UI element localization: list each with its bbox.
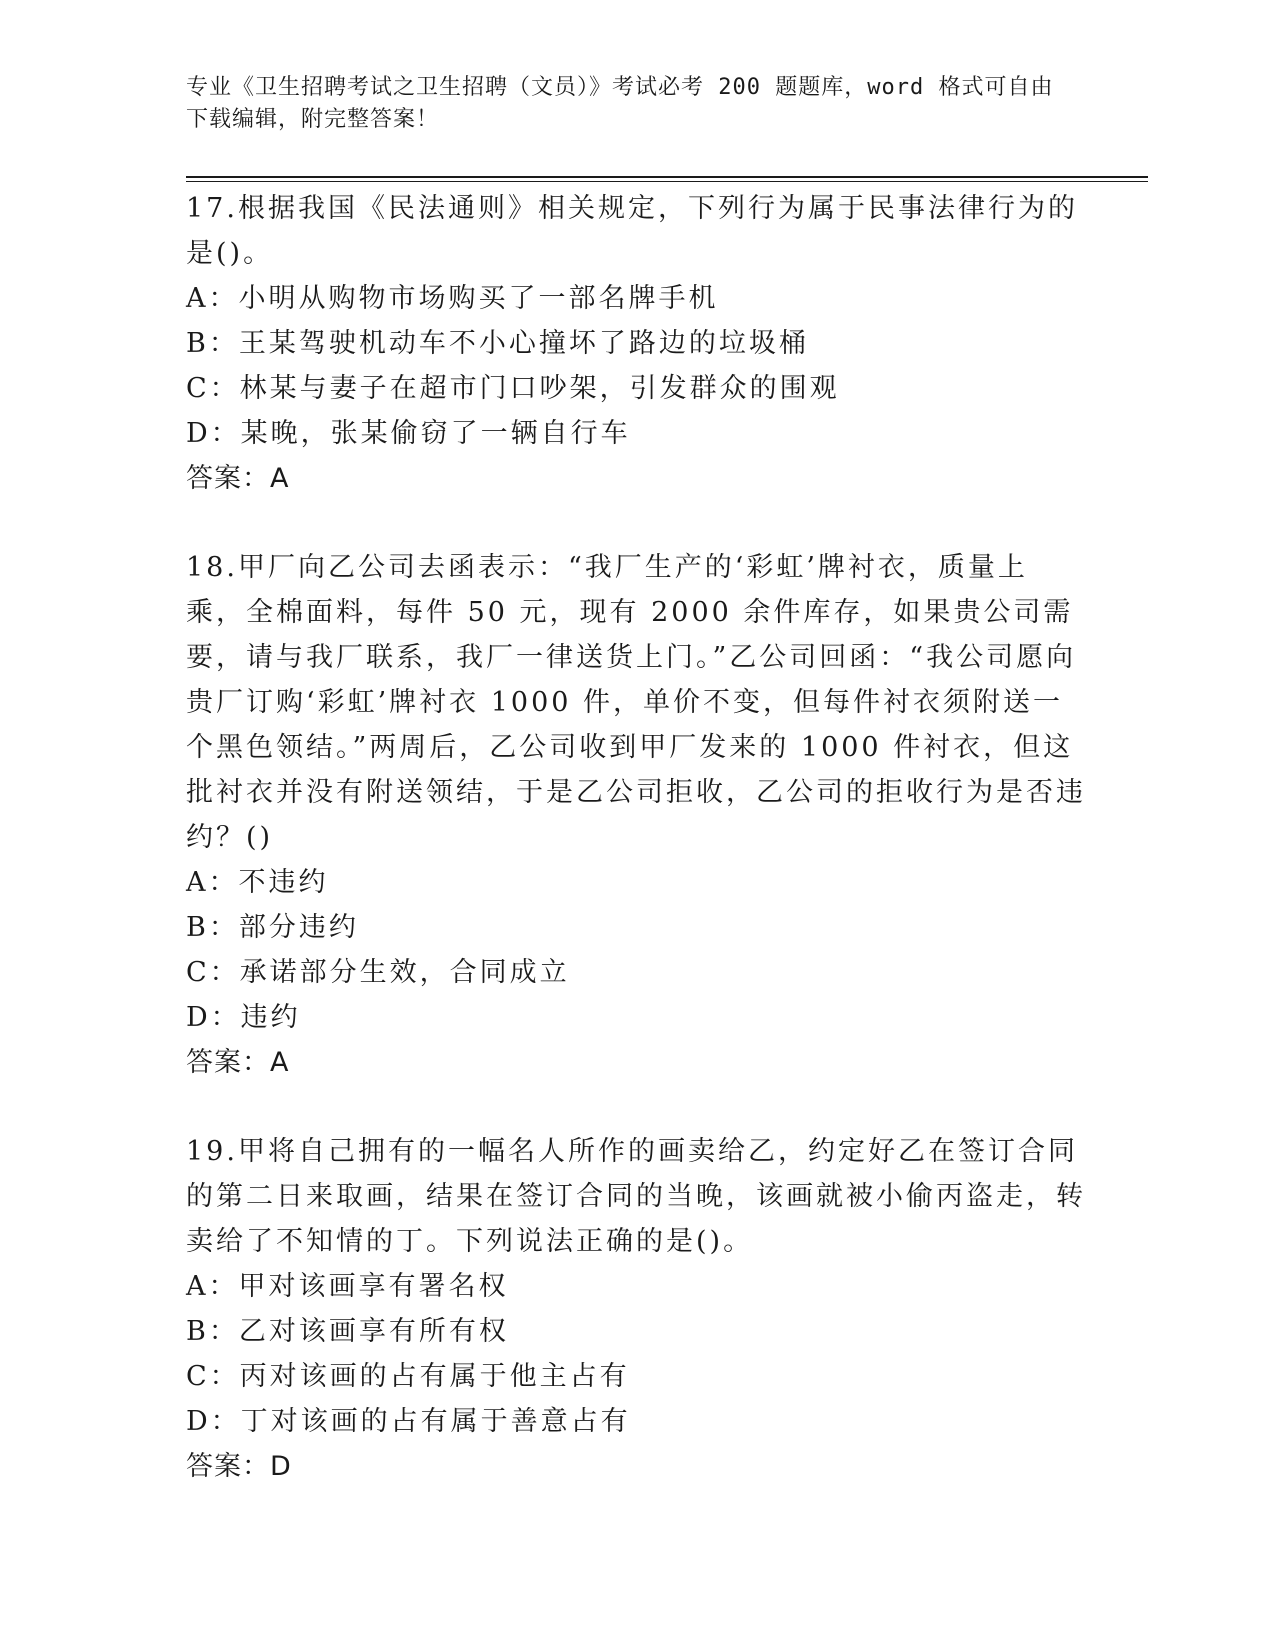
question-17 bbox=[186, 186, 1086, 501]
question-stem: 18.甲厂向乙公司去函表示：“我厂生产的‘彩虹’牌衬衣，质量上乘，全棉面料，每件 50 元，现有 2000 余件库存，如果贵公司需要，请与我厂联系，我厂一律送货上门。”乙公司回函：“我公司愿向贵厂订购‘彩虹’牌衬衣 1000 件，单价不变，但每件衬衣须附送一个黑色领结。”两周后，乙公司收到甲厂发来的 1000 件衬衣，但这批衬衣并没有附送领结，于是乙公司拒收，乙公司的拒收行为是否违约？() bbox=[186, 552, 1086, 853]
document-header: 专业《卫生招聘考试之卫生招聘（文员）》考试必考 200 题题库，word 格式可自由下载编辑，附完整答案！ bbox=[186, 75, 1054, 132]
question-stem: 19.甲将自己拥有的一幅名人所作的画卖给乙，约定好乙在签订合同的第二日来取画，结果在签订合同的当晚，该画就被小偷丙盗走，转卖给了不知情的丁。下列说法正确的是()。 bbox=[186, 1136, 1086, 1257]
option-c: C：丙对该画的占有属于他主占有 bbox=[186, 1361, 630, 1392]
option-d: D：违约 bbox=[186, 1002, 301, 1033]
option-c: C：承诺部分生效，合同成立 bbox=[186, 957, 570, 988]
option-d: D：丁对该画的占有属于善意占有 bbox=[186, 1406, 631, 1437]
option-a: A：小明从购物市场购买了一部名牌手机 bbox=[186, 283, 719, 314]
question-19 bbox=[186, 1129, 1086, 1489]
header-divider-thin bbox=[186, 181, 1148, 182]
option-a: A：不违约 bbox=[186, 867, 329, 898]
answer-line: 答案：A bbox=[186, 1047, 290, 1078]
option-c: C：林某与妻子在超市门口吵架，引发群众的围观 bbox=[186, 373, 840, 404]
question-18 bbox=[186, 545, 1086, 1085]
option-b: B：部分违约 bbox=[186, 912, 359, 943]
option-b: B：王某驾驶机动车不小心撞坏了路边的垃圾桶 bbox=[186, 328, 809, 359]
option-d: D：某晚，张某偷窃了一辆自行车 bbox=[186, 418, 631, 449]
question-list bbox=[186, 186, 1086, 1533]
option-a: A：甲对该画享有署名权 bbox=[186, 1271, 509, 1302]
answer-line: 答案：A bbox=[186, 463, 290, 494]
header-divider-thick bbox=[186, 176, 1148, 178]
answer-line: 答案：D bbox=[186, 1451, 292, 1482]
option-b: B：乙对该画享有所有权 bbox=[186, 1316, 509, 1347]
question-stem: 17.根据我国《民法通则》相关规定，下列行为属于民事法律行为的是()。 bbox=[186, 193, 1078, 269]
